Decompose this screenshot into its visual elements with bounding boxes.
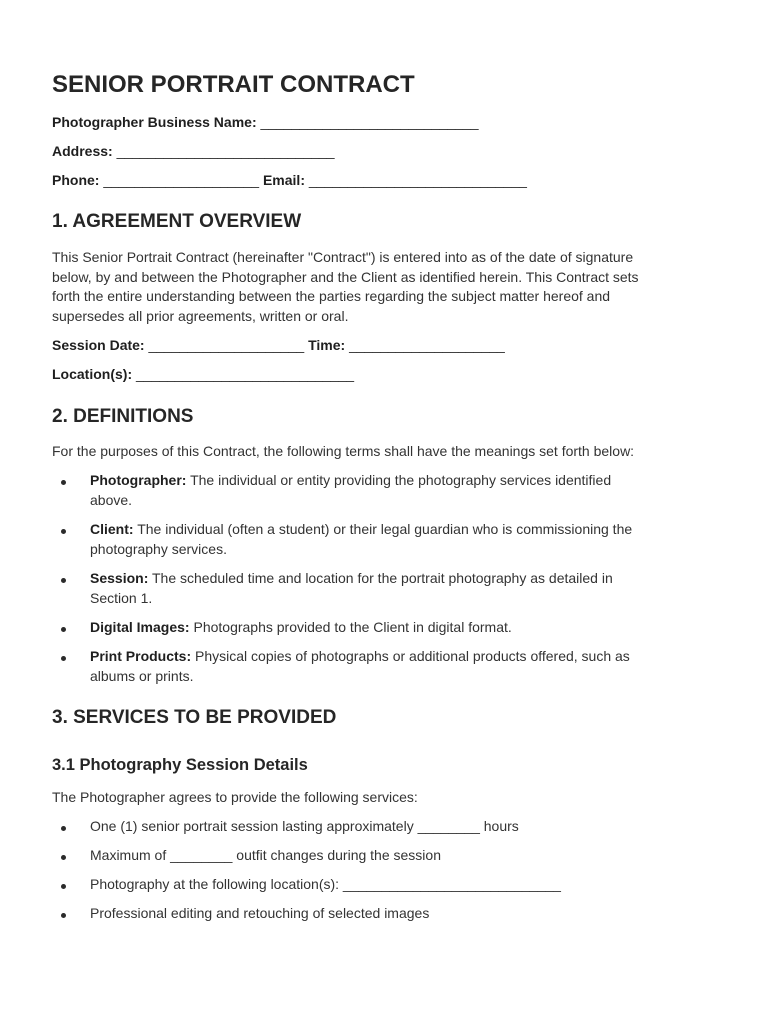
address-label: Address: <box>52 143 113 159</box>
bullet-icon <box>61 627 66 632</box>
business-name-field <box>52 113 479 133</box>
definition-text-cont: photography services. <box>90 540 227 557</box>
bullet-icon <box>61 656 66 661</box>
location-blank: ____________________________ <box>136 366 355 382</box>
address-blank: ____________________________ <box>116 143 335 159</box>
bullet-icon <box>61 826 66 831</box>
section-3-heading: 3. SERVICES TO BE PROVIDED <box>52 707 337 728</box>
paragraph-line: This Senior Portrait Contract (hereinafter "Contract") is entered into as of the date of signature <box>52 249 634 265</box>
definition-text-cont: Section 1. <box>90 589 153 606</box>
service-text: Professional editing and retouching of selected images <box>90 905 430 921</box>
definition-term: Client: <box>90 521 134 537</box>
definition-text: The individual (often a student) or their legal guardian who is commissioning the <box>133 521 633 537</box>
document-title: SENIOR PORTRAIT CONTRACT <box>52 71 415 98</box>
time-blank: ____________________ <box>349 337 505 353</box>
session-date-time-row <box>52 336 505 356</box>
definition-term: Print Products: <box>90 648 192 664</box>
service-text: Maximum of ________ outfit changes during the session <box>90 847 441 863</box>
paragraph-line: forth the entire understanding between the parties regarding the subject matter hereof and <box>52 288 611 305</box>
section-1-heading: 1. AGREEMENT OVERVIEW <box>52 211 302 232</box>
bullet-icon <box>61 578 66 583</box>
section-2-heading: 2. DEFINITIONS <box>52 406 194 427</box>
location-field <box>52 365 354 385</box>
business-name-blank: ____________________________ <box>260 114 479 130</box>
bullet-icon <box>61 913 66 918</box>
definition-text: The scheduled time and location for the portrait photography as detailed in <box>148 570 613 586</box>
definition-text: The individual or entity providing the photography services identified <box>186 472 612 488</box>
session-date-label: Session Date: <box>52 337 145 353</box>
bullet-icon <box>61 884 66 889</box>
phone-email-row <box>52 171 527 191</box>
definition-text-cont: albums or prints. <box>90 667 194 684</box>
definition-term: Digital Images: <box>90 619 190 635</box>
email-label: Email: <box>262 172 305 188</box>
agreement-overview-paragraph <box>52 248 712 327</box>
definitions-intro: For the purposes of this Contract, the following terms shall have the meanings set forth below: <box>52 443 635 459</box>
time-label: Time: <box>308 337 346 353</box>
definition-text-cont: above. <box>90 491 133 508</box>
services-intro: The Photographer agrees to provide the following services: <box>52 789 418 805</box>
address-field <box>52 142 335 162</box>
bullet-icon <box>61 529 66 534</box>
definition-text: Physical copies of photographs or additional products offered, such as <box>191 648 630 664</box>
definition-text: Photographs provided to the Client in digital format. <box>189 619 512 635</box>
service-text: One (1) senior portrait session lasting approximately ________ hours <box>90 818 519 834</box>
phone-blank: ____________________ <box>103 172 260 188</box>
phone-label: Phone: <box>52 172 100 188</box>
definition-term: Session: <box>90 570 149 586</box>
section-3-1-heading: 3.1 Photography Session Details <box>52 756 308 774</box>
business-name-label: Photographer Business Name: <box>52 114 257 130</box>
session-date-blank: ____________________ <box>148 337 305 353</box>
bullet-icon <box>61 855 66 860</box>
bullet-icon <box>61 480 66 485</box>
location-label: Location(s): <box>52 366 133 382</box>
email-blank: ____________________________ <box>308 172 527 188</box>
paragraph-line: supersedes all prior agreements, written or oral. <box>52 308 349 325</box>
paragraph-line: below, by and between the Photographer and the Client as identified herein. This Contract sets <box>52 268 639 285</box>
definition-term: Photographer: <box>90 472 187 488</box>
service-text: Photography at the following location(s): ____________________________ <box>90 876 561 892</box>
